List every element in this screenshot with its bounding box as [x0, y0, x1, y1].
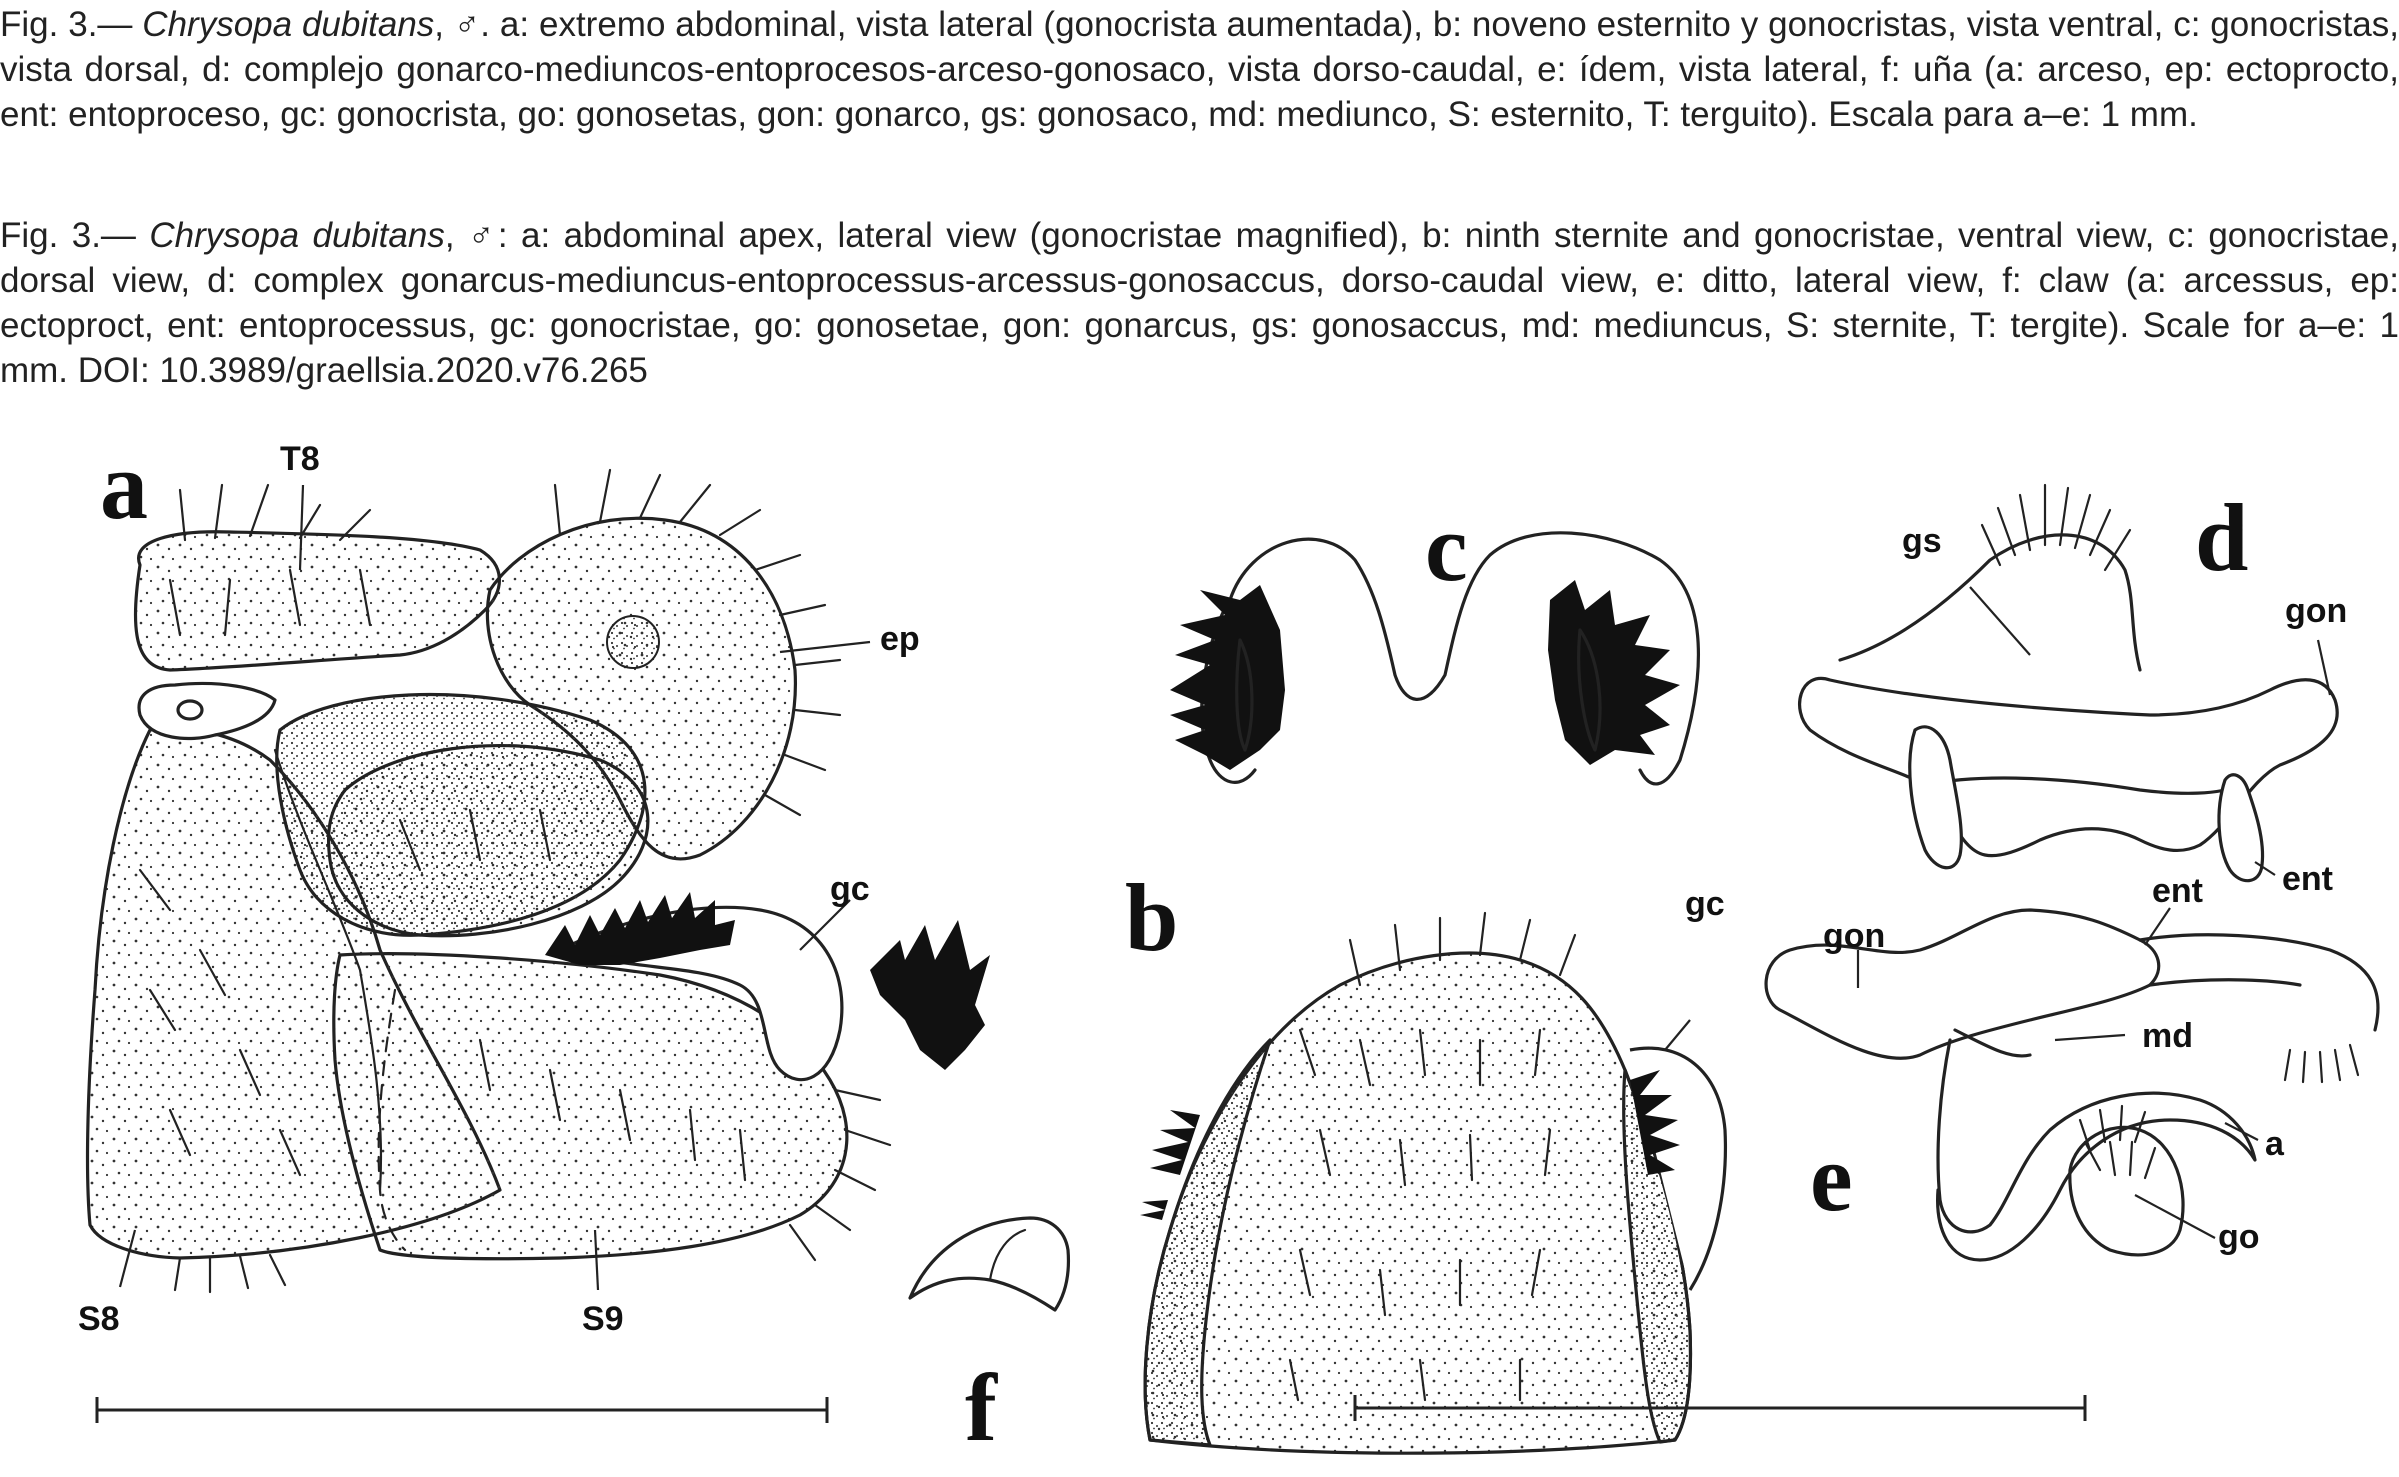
e-tip-setae: [2285, 1045, 2358, 1082]
label-e-gon: gon: [1823, 917, 1886, 955]
label-a-S9: S9: [582, 1300, 624, 1338]
c-right-spines: [1548, 580, 1680, 765]
caption-en-prefix: Fig. 3.—: [0, 216, 150, 255]
panel-b-drawing: [1140, 913, 1725, 1453]
e-gonosetae: [2080, 1106, 2155, 1178]
label-e-a: a: [2265, 1125, 2284, 1163]
a-ectoproct-callus: [607, 616, 659, 668]
caption-en-species: Chrysopa dubitans: [149, 216, 445, 255]
b-sternite-9: [1145, 953, 1690, 1453]
b-leader-gc: [1665, 1020, 1690, 1050]
label-d-ent: ent: [2282, 860, 2333, 898]
label-d-gs: gs: [1902, 522, 1942, 560]
a-spiracle-lobe: [139, 683, 275, 738]
label-a-ep: ep: [880, 620, 920, 658]
d-gonosaccus: [1840, 535, 2140, 670]
e-mediuncus: [1938, 1040, 2255, 1260]
e-leader-a: [2225, 1123, 2258, 1140]
caption-es-text: , ♂. a: extremo abdominal, vista lateral (gonocrista aumentada), b: noveno esternito y gonocristas, vista ventral, c: gonocristas, vista dorsal, d: complejo gonarco-mediuncos-entoprocesos-arceso-gonosaco, vista dorso-caudal, e: ídem, vista lateral, f: uña (a: arceso, ep: ectoprocto, ent: entoproceso, gc: gonocrista, go: gonosetas, gon: gonarco, gs: gonosaco, md: mediunco, S: esternito, T: terguito). Escala para a–e: 1 mm.: [0, 5, 2399, 134]
label-e-go: go: [2218, 1218, 2260, 1256]
a-magnified-spines: [870, 920, 990, 1070]
e-leader-go: [2135, 1195, 2215, 1238]
a-leader-ep: [780, 642, 870, 652]
c-left-spines: [1170, 585, 1285, 770]
label-a-T8: T8: [280, 440, 320, 478]
d-leader-gs: [1970, 587, 2030, 655]
label-a-S8: S8: [78, 1300, 120, 1338]
scale-bar-left: [97, 1397, 827, 1423]
label-d-gon: gon: [2285, 592, 2348, 630]
panel-d-drawing: [1800, 485, 2338, 881]
panel-c-label: c: [1425, 494, 1468, 601]
label-b-gc: gc: [1685, 885, 1725, 923]
panel-b-label: b: [1125, 864, 1179, 971]
caption-es-prefix: Fig. 3.—: [0, 5, 143, 44]
panel-f-label: f: [965, 1354, 997, 1461]
label-a-gc: gc: [830, 870, 870, 908]
caption-en-text: , ♂: a: abdominal apex, lateral view (gonocristae magnified), b: ninth sternite and gonocristae, ventral view, c: gonocristae, dorsal view, d: complex gonarcus-mediuncus-entoprocessus-arcessus-gonosaccus, dorso-caudal view, e: ditto, lateral view, f: claw (a: arcessus, ep: ectoproct, ent: entoprocessus, gc: gonocristae, go: gonosetae, gon: gonarcus, gs: gonosaccus, md: mediuncus, S: sternite, T: tergite). Scale for a–e: 1 mm. DOI: 10.3989/graellsia.2020.v76.265: [0, 216, 2399, 390]
panel-e-drawing: [1766, 908, 2378, 1260]
caption-english: [0, 213, 2399, 393]
label-e-ent: ent: [2152, 872, 2203, 910]
a-tergite-8: [135, 532, 499, 670]
panel-f-claw: [910, 1218, 1068, 1310]
figure-plate: [0, 430, 2399, 1477]
e-leader-ent: [2145, 908, 2170, 945]
d-entoprocessus-right: [2219, 775, 2263, 881]
d-gonosetae: [1982, 485, 2130, 570]
e-leader-md: [2055, 1035, 2125, 1040]
panel-a-drawing: [88, 470, 890, 1292]
panel-e-label: e: [1810, 1124, 1853, 1231]
a-inner-lobe-2: [329, 746, 648, 936]
panel-a-label: a: [100, 432, 148, 539]
caption-spanish: [0, 2, 2399, 137]
panel-d-label: d: [2195, 484, 2249, 591]
caption-es-species: Chrysopa dubitans: [142, 5, 435, 44]
label-e-md: md: [2142, 1017, 2193, 1055]
d-entoprocessus-left: [1910, 727, 1962, 868]
